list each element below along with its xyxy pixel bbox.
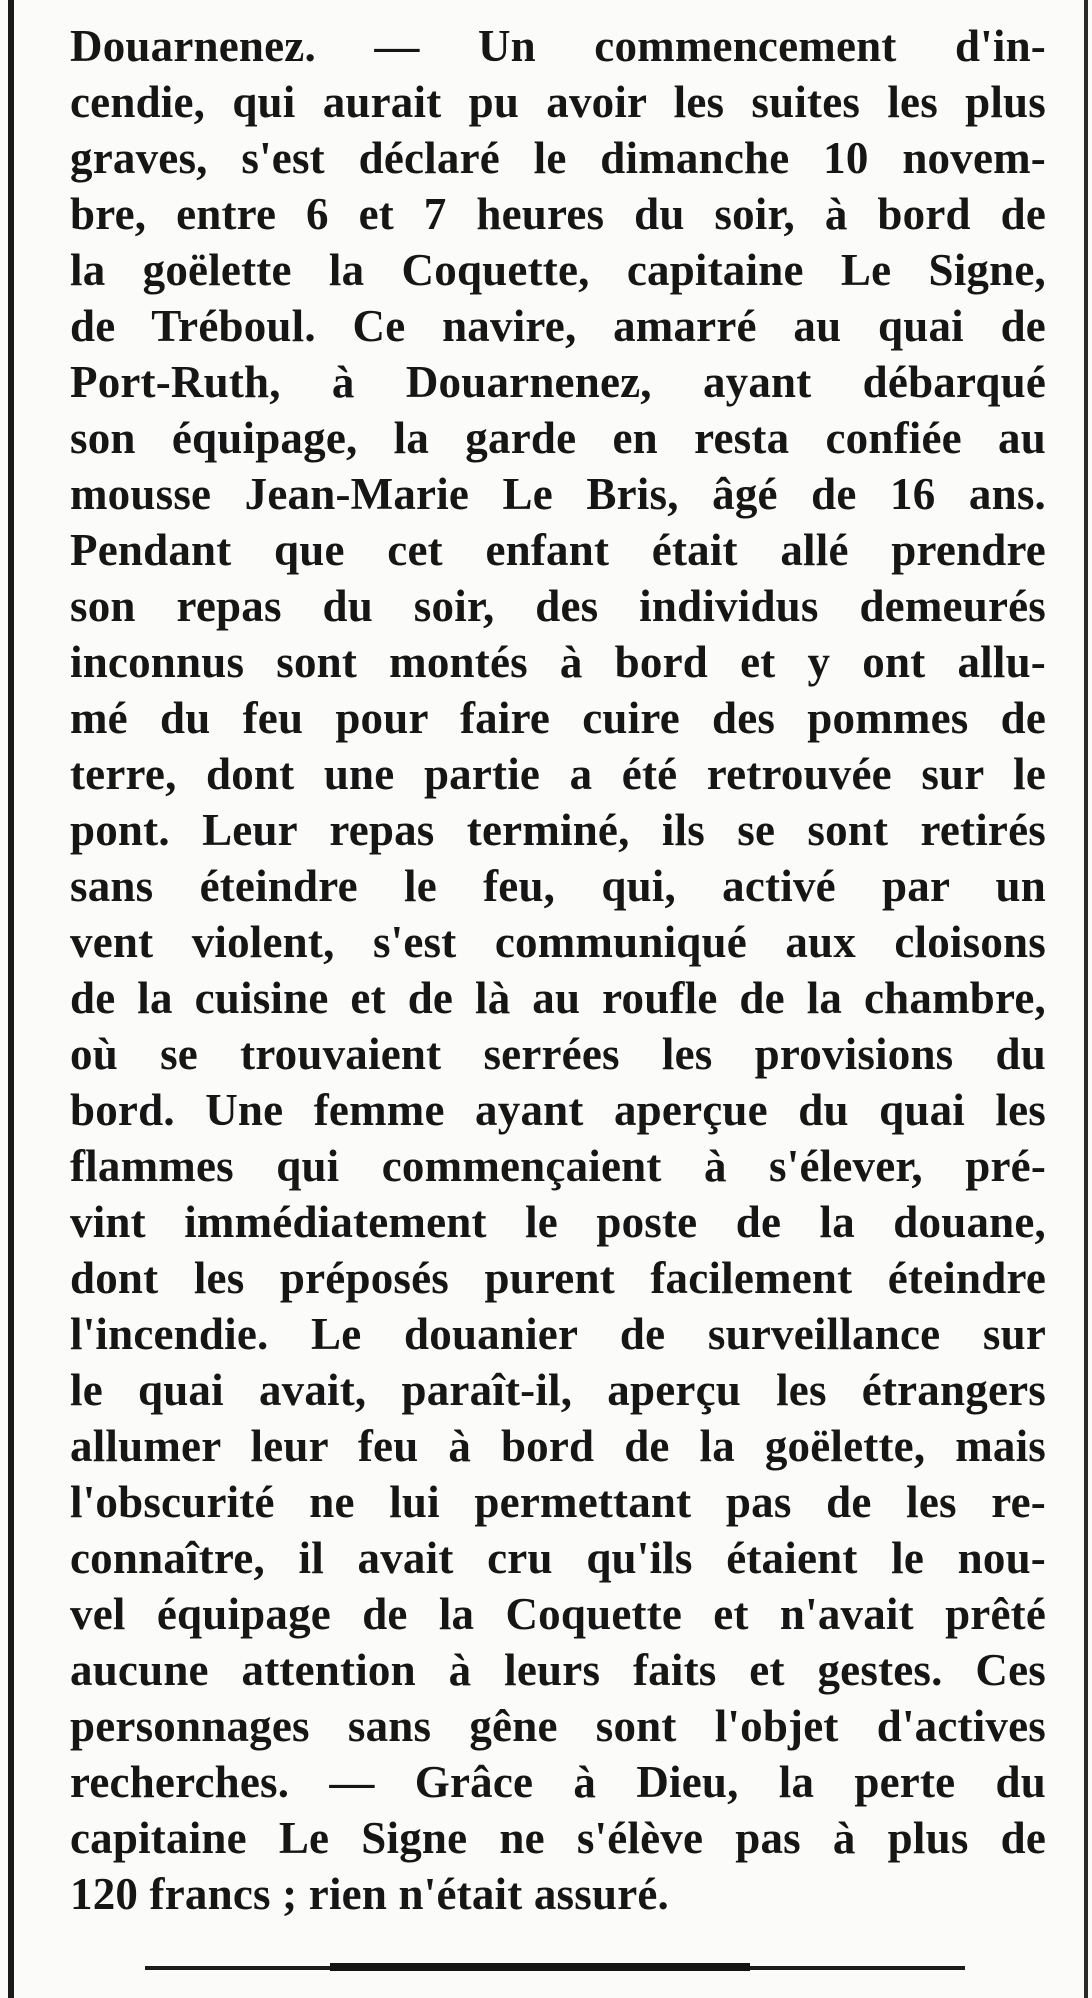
article-line: bre, entre 6 et 7 heures du soir, à bord de <box>70 189 1046 239</box>
article-line: mousse Jean-Marie Le Bris, âgé de 16 ans. <box>70 469 1046 519</box>
news-article <box>70 18 1046 1922</box>
article-line: graves, s'est déclaré le dimanche 10 novem- <box>70 133 1046 183</box>
article-line: l'incendie. Le douanier de surveillance sur <box>70 1309 1046 1359</box>
column-rule-right <box>1084 0 1088 1998</box>
column-rule-left <box>8 0 14 1998</box>
article-line: flammes qui commençaient à s'élever, pré- <box>70 1141 1046 1191</box>
article-line: terre, dont une partie a été retrouvée sur le <box>70 749 1046 799</box>
article-line: allumer leur feu à bord de la goëlette, mais <box>70 1421 1046 1471</box>
article-line: mé du feu pour faire cuire des pommes de <box>70 693 1046 743</box>
article-line: où se trouvaient serrées les provisions du <box>70 1029 1046 1079</box>
article-line: son équipage, la garde en resta confiée au <box>70 413 1046 463</box>
article-line: dont les préposés purent facilement éteindre <box>70 1253 1046 1303</box>
article-line: connaître, il avait cru qu'ils étaient le nou- <box>70 1533 1046 1583</box>
article-line: Pendant que cet enfant était allé prendre <box>70 525 1046 575</box>
article-line: aucune attention à leurs faits et gestes. Ces <box>70 1645 1046 1695</box>
article-line: l'obscurité ne lui permettant pas de les re- <box>70 1477 1046 1527</box>
article-line: de la cuisine et de là au roufle de la chambre, <box>70 973 1046 1023</box>
article-line: sans éteindre le feu, qui, activé par un <box>70 861 1046 911</box>
article-line: inconnus sont montés à bord et y ont allu- <box>70 637 1046 687</box>
section-divider-thick <box>330 1963 750 1971</box>
article-line-last: 120 francs ; rien n'était assuré. <box>70 1869 670 1919</box>
article-line: la goëlette la Coquette, capitaine Le Signe, <box>70 245 1046 295</box>
article-line: vint immédiatement le poste de la douane, <box>70 1197 1046 1247</box>
article-line: vent violent, s'est communiqué aux cloisons <box>70 917 1046 967</box>
article-line: recherches. — Grâce à Dieu, la perte du <box>70 1757 1046 1807</box>
article-line: personnages sans gêne sont l'objet d'actives <box>70 1701 1046 1751</box>
article-line: son repas du soir, des individus demeurés <box>70 581 1046 631</box>
article-line: bord. Une femme ayant aperçue du quai les <box>70 1085 1046 1135</box>
article-line: pont. Leur repas terminé, ils se sont retirés <box>70 805 1046 855</box>
article-line: vel équipage de la Coquette et n'avait prêté <box>70 1589 1046 1639</box>
article-line: Douarnenez. — Un commencement d'in- <box>70 21 1046 71</box>
article-line: le quai avait, paraît-il, aperçu les étrangers <box>70 1365 1046 1415</box>
article-line: capitaine Le Signe ne s'élève pas à plus de <box>70 1813 1046 1863</box>
article-line: cendie, qui aurait pu avoir les suites les plus <box>70 77 1046 127</box>
article-line: de Tréboul. Ce navire, amarré au quai de <box>70 301 1046 351</box>
article-line: Port-Ruth, à Douarnenez, ayant débarqué <box>70 357 1046 407</box>
